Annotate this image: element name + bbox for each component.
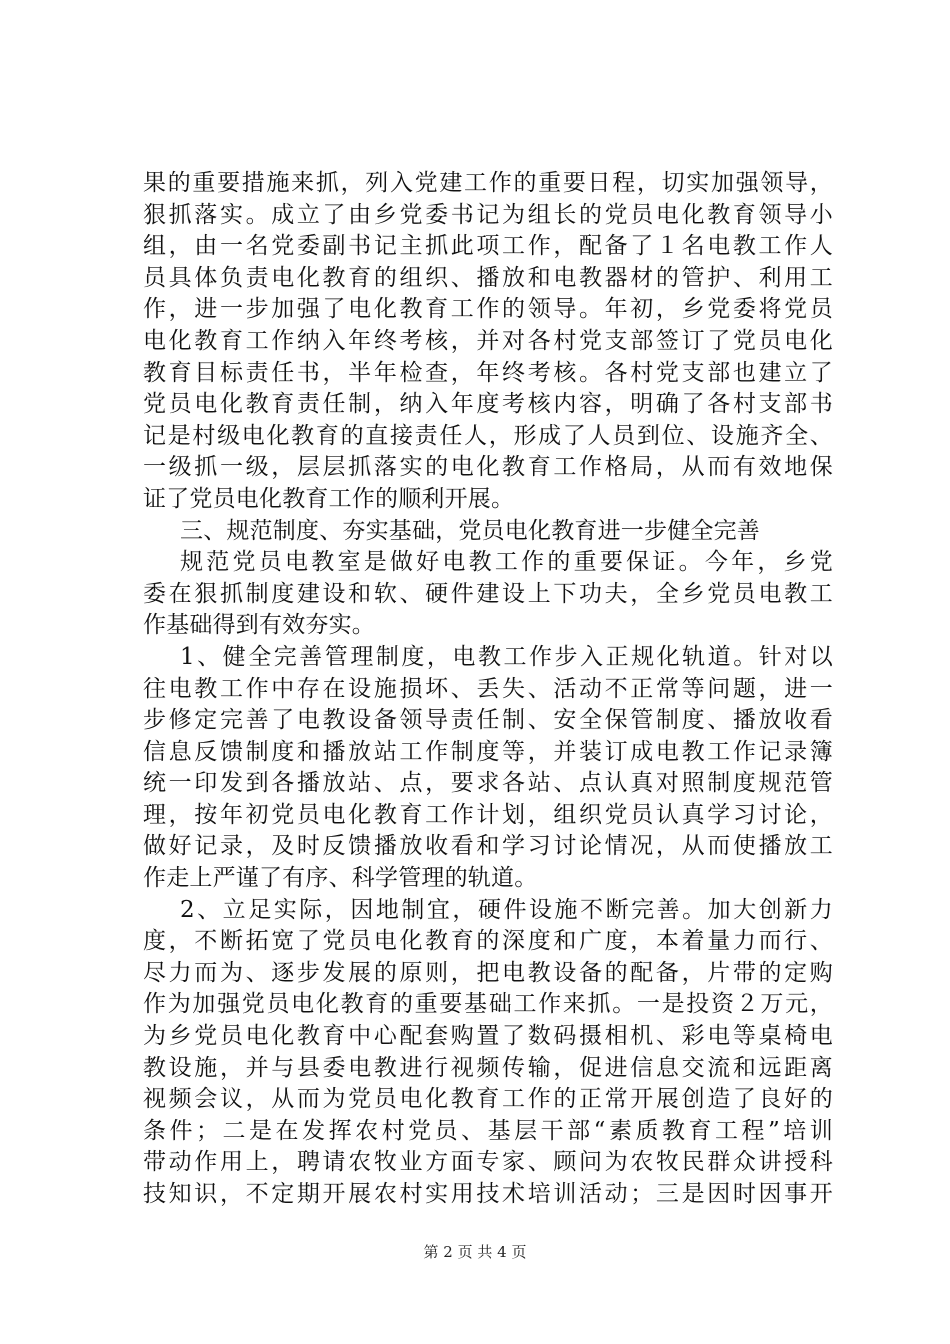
text-line: 理，按年初党员电化教育工作计划，组织党员认真学习讨论， <box>143 801 833 828</box>
text-line: 为乡党员电化教育中心配套购置了数码摄相机、彩电等桌椅电 <box>143 1023 833 1050</box>
text-line: 作走上严谨了有序、科学管理的轨道。 <box>143 865 538 892</box>
text-line: 带动作用上，聘请农牧业方面专家、顾问为农牧民群众讲授科 <box>143 1149 833 1176</box>
text-line: 信息反馈制度和播放站工作制度等，并装订成电教工作记录簿 <box>143 738 833 765</box>
text-line: 作，进一步加强了电化教育工作的领导。年初，乡党委将党员 <box>143 296 833 323</box>
text-line: 2、立足实际，因地制宜，硬件设施不断完善。加大创新力 <box>180 896 833 923</box>
text-line: 教设施，并与县委电教进行视频传输，促进信息交流和远距离 <box>143 1054 833 1081</box>
text-line: 作基础得到有效夯实。 <box>143 612 375 639</box>
text-line: 条件；二是在发挥农村党员、基层干部“素质教育工程”培训 <box>143 1117 833 1144</box>
document-body <box>143 168 833 1211</box>
text-line: 步修定完善了电教设备领导责任制、安全保管制度、播放收看 <box>143 707 833 734</box>
text-line: 狠抓落实。成立了由乡党委书记为组长的党员电化教育领导小 <box>143 201 833 228</box>
text-line: 教育目标责任书，半年检查，年终考核。各村党支部也建立了 <box>143 359 833 386</box>
text-line: 度，不断拓宽了党员电化教育的深度和广度，本着量力而行、 <box>143 928 833 955</box>
text-line: 尽力而为、逐步发展的原则，把电教设备的配备，片带的定购 <box>143 959 833 986</box>
text-line: 电化教育工作纳入年终考核，并对各村党支部签订了党员电化 <box>143 327 833 354</box>
text-line: 往电教工作中存在设施损坏、丢失、活动不正常等问题，进一 <box>143 675 833 702</box>
text-line: 技知识，不定期开展农村实用技术培训活动；三是因时因事开 <box>143 1181 833 1207</box>
text-line: 规范党员电教室是做好电教工作的重要保证。今年，乡党 <box>180 549 833 576</box>
text-line: 视频会议，从而为党员电化教育工作的正常开展创造了良好的 <box>143 1086 833 1113</box>
text-line: 证了党员电化教育工作的顺利开展。 <box>143 485 515 512</box>
text-line: 做好记录，及时反馈播放收看和学习讨论情况，从而使播放工 <box>143 833 833 860</box>
text-line: 委在狠抓制度建设和软、硬件建设上下功夫，全乡党员电教工 <box>143 580 833 607</box>
text-line: 1、健全完善管理制度，电教工作步入正规化轨道。针对以 <box>180 643 833 670</box>
text-line: 果的重要措施来抓，列入党建工作的重要日程，切实加强领导， <box>143 170 833 196</box>
text-line: 一级抓一级，层层抓落实的电化教育工作格局，从而有效地保 <box>143 454 833 481</box>
text-line: 组，由一名党委副书记主抓此项工作，配备了１名电教工作人 <box>143 233 833 260</box>
text-line: 作为加强党员电化教育的重要基础工作来抓。一是投资２万元， <box>143 991 833 1018</box>
text-line: 三、规范制度、夯实基础，党员电化教育进一步健全完善 <box>180 517 760 544</box>
page-footer: 第 2 页 共 4 页 <box>423 1243 527 1261</box>
text-line: 员具体负责电化教育的组织、播放和电教器材的管护、利用工 <box>143 264 833 291</box>
text-line: 党员电化教育责任制，纳入年度考核内容，明确了各村支部书 <box>143 391 833 418</box>
text-line: 统一印发到各播放站、点，要求各站、点认真对照制度规范管 <box>143 770 833 797</box>
text-line: 记是村级电化教育的直接责任人，形成了人员到位、设施齐全、 <box>143 422 833 449</box>
